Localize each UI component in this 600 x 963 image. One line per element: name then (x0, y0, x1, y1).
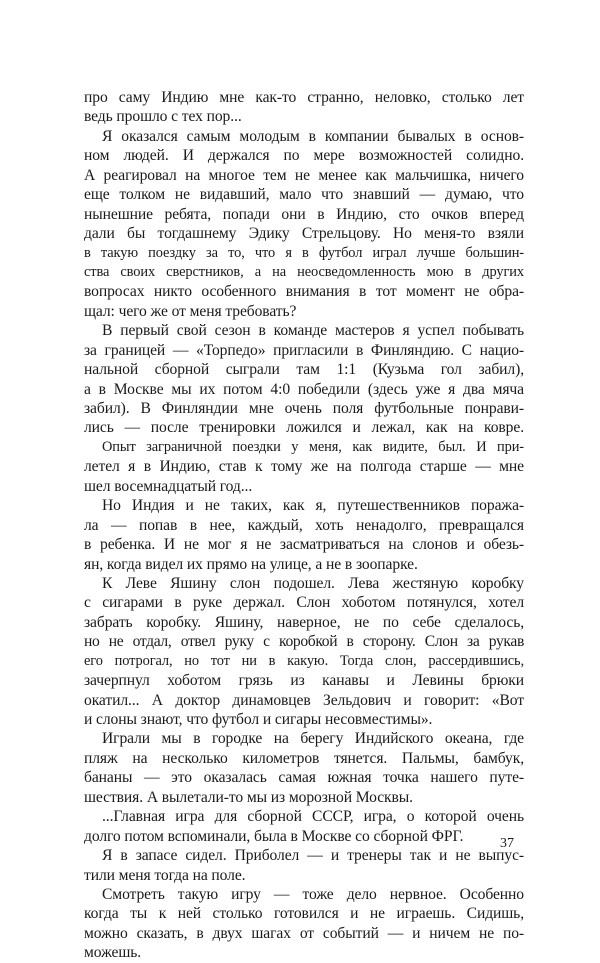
text-line: в такую поездку за то, что я в футбол играл лучше большин- (84, 244, 524, 261)
text-line: А реагировал на многое тем не менее как мальчишка, ничего (84, 166, 524, 184)
text-line: зачерпнул хоботом грязь из канавы и Левины брюки (84, 672, 524, 690)
text-line: Опыт заграничной поездки у меня, как видите, был. И при- (102, 438, 524, 455)
text-line: К Леве Яшину слон подошел. Лева жестяную коробку (102, 574, 524, 592)
text-line: ства своих сверстников, а на неосведомленность мою в других (84, 263, 524, 280)
text-line: шествия. А вылетали-то мы из морозной Москвы. (84, 788, 413, 806)
text-line: летел я в Индию, став к тому же на полгода старше — мне (84, 458, 524, 476)
page-number: 37 (500, 836, 514, 851)
text-line: ном людей. И держался по мере возможностей солидно. (84, 147, 524, 165)
text-line: Играли мы в городке на берегу Индийского океана, где (102, 730, 524, 748)
text-line: В первый свой сезон в команде мастеров я успел побывать (102, 322, 524, 340)
text-line: бананы — это оказалась самая южная точка нашего путе- (84, 769, 524, 787)
text-line: его потрогал, но тот ни в какую. Тогда слон, рассердившись, (84, 652, 524, 669)
text-line: шел восемнадцатый год... (84, 477, 253, 495)
text-line: нальной сборной сыграли там 1:1 (Кузьма гол забил), (84, 361, 524, 379)
text-line: про саму Индию мне как-то странно, неловко, столько лет (84, 89, 524, 106)
text-line: вопросах никто особенного внимания в тот момент не обра- (84, 283, 524, 301)
text-line: можешь. (84, 944, 142, 962)
text-line: долго потом вспоминали, была в Москве со сборной ФРГ. (84, 827, 464, 845)
text-line: лись — после тренировки ложился и лежал, как на ковре. (84, 419, 524, 437)
text-line: в ребенка. И не мог я не засматриваться на слонов и обезь- (84, 536, 524, 554)
text-line: дали бы тогдашнему Эдику Стрельцову. Но меня-то взяли (84, 225, 524, 243)
text-line: тили меня тогда на поле. (84, 866, 246, 884)
text-line: нынешние ребята, попади они в Индию, сто очков вперед (84, 205, 524, 223)
text-line: ...Главная игра для сборной СССР, игра, о которой очень (102, 808, 524, 826)
text-line: ян, когда видел их прямо на улице, а не в зоопарке. (84, 555, 418, 573)
text-line: ла — попав в нее, каждый, хоть ненадолго, превращался (84, 516, 524, 534)
text-line: Я оказался самым молодым в компании бывалых в основ- (102, 127, 524, 145)
text-line: забрать коробку. Яшину, наверное, не по себе сделалось, (84, 613, 524, 631)
text-line: и слоны знают, что футбол и сигары несовместимы». (84, 711, 433, 728)
text-line: забил). В Финляндии мне очень поля футбольные понрави- (84, 400, 524, 417)
text-line: ведь прошло с тех пор... (84, 108, 242, 126)
text-line: Смотреть такую игру — тоже дело нервное. Особенно (102, 885, 524, 903)
text-line: а в Москве мы их потом 4:0 победили (здесь уже я два мяча (84, 380, 524, 398)
text-line: пляж на несколько километров тянется. Пальмы, бамбук, (84, 749, 524, 767)
text-line: окатил... А доктор динамовцев Зельдович и говорит: «Вот (84, 691, 524, 709)
text-line: Но Индия и не таких, как я, путешественников поража- (102, 497, 524, 515)
text-line: когда ты к ней столько готовился и не играешь. Сидишь, (84, 905, 524, 923)
text-line: щал: чего же от меня требовать? (84, 302, 297, 320)
text-line: Я в запасе сидел. Приболел — и тренеры так и не выпус- (102, 847, 524, 865)
text-line: с сигарами в руке держал. Слон хоботом потянулся, хотел (84, 594, 524, 612)
page-text (84, 88, 524, 963)
text-line: можно сказать, в двух шагах от событий — и ничем не по- (84, 924, 524, 942)
text-line: еще толком не видавший, мало что знавший — думаю, что (84, 186, 524, 204)
text-line: за границей — «Торпедо» пригласили в Финляндию. С нацио- (84, 341, 524, 359)
text-line: но не отдал, отвел руку с коробкой в сторону. Слон за рукав (84, 633, 524, 651)
